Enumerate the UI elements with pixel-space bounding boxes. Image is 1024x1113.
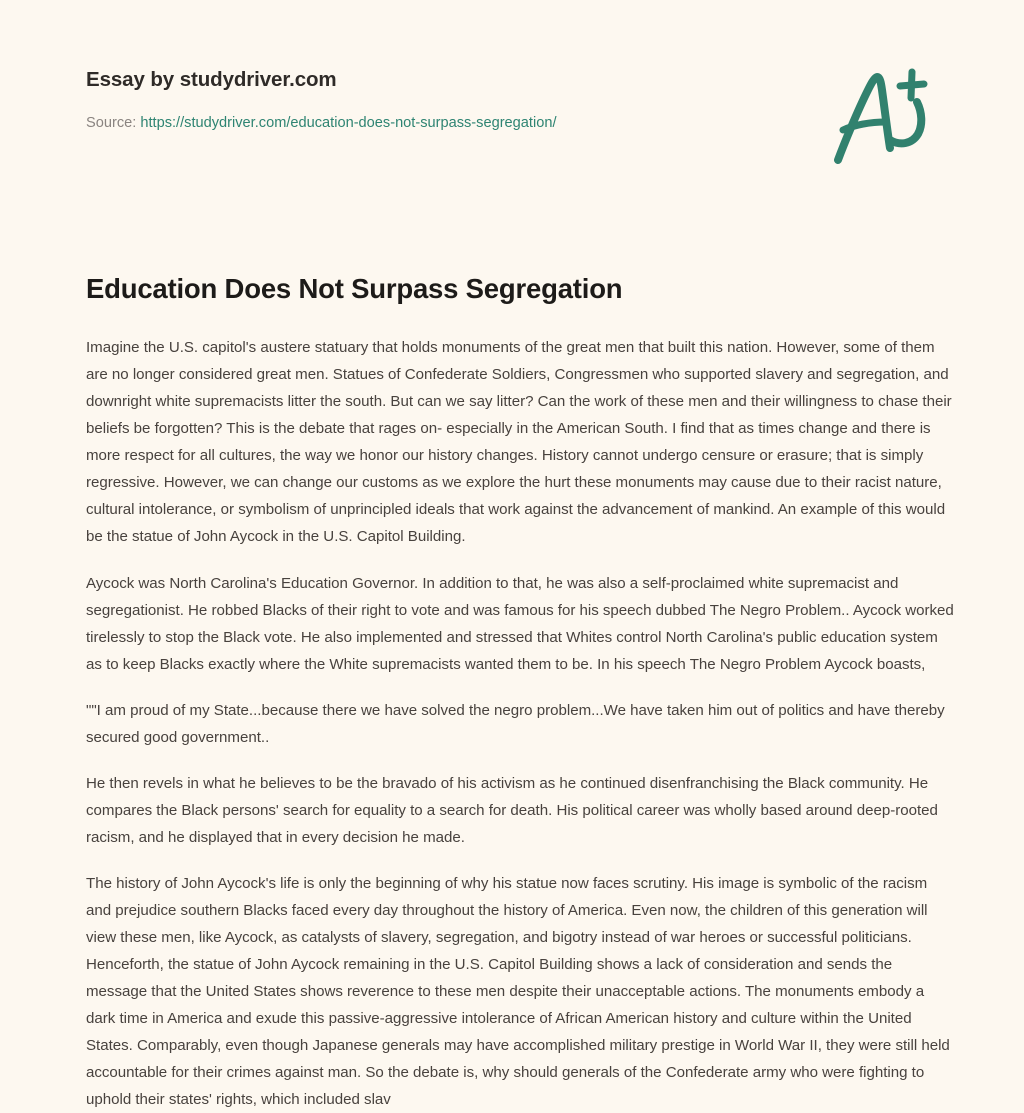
a-plus-logo-icon — [824, 64, 936, 168]
essay-text — [86, 334, 956, 1112]
source-line — [86, 114, 557, 133]
paragraph: The history of John Aycock's life is only the beginning of why his statue now faces scrutiny. His image is symbolic of the racism and prejudice southern Blacks faced every day throughout the history of America. Even now, the children of this generation will view these men, like Aycock, as catalysts of slavery, segregation, and bigotry instead of war heroes or successful politicians. Henceforth, the statue of John Aycock remaining in the U.S. Capitol Building shows a lack of consideration and sends the message that the United States shows reverence to these men despite their unacceptable actions. The monuments embody a dark time in America and exude this passive-aggressive intolerance of African American history and culture within the United States. Comparably, even though Japanese generals may have accomplished military prestige in World War II, they were still held accountable for their crimes against man. So the debate is, why should generals of the Confederate army who were fighting to uphold their states' rights, which included slav — [86, 874, 950, 1108]
page-title: Education Does Not Surpass Segregation — [86, 273, 623, 304]
quote-paragraph: ""I am proud of my State...because there we have solved the negro problem...We have taken him out of politics and have thereby secured good government.. — [86, 701, 945, 746]
paragraph: Aycock was North Carolina's Education Governor. In addition to that, he was also a self-proclaimed white supremacist and segregationist. He robbed Blacks of their right to vote and was famous for his speech dubbed The Negro Problem.. Aycock worked tirelessly to stop the Black vote. He also implemented and stressed that Whites control North Carolina's public education system as to keep Blacks exactly where the White supremacists wanted them to be. In his speech The Negro Problem Aycock boasts, — [86, 574, 954, 673]
paragraph: He then revels in what he believes to be the bravado of his activism as he continued disenfranchising the Black community. He compares the Black persons' search for equality to a search for death. His political career was wholly based around deep-rooted racism, and he displayed that in every decision he made. — [86, 774, 938, 846]
header-text-block — [86, 62, 557, 133]
a-plus-logo-svg — [824, 64, 936, 168]
paragraph: Imagine the U.S. capitol's austere statuary that holds monuments of the great men that built this nation. However, some of them are no longer considered great men. Statues of Confederate Soldiers, Congressmen who supported slavery and segregation, and downright white supremacists litter the south. But can we say litter? Can the work of these men and their willingness to chase their beliefs be forgotten? This is the debate that rages on- especially in the American South. I find that as times change and there is more respect for all cultures, the way we honor our history changes. History cannot undergo censure or erasure; that is simply regressive. However, we can change our customs as we explore the hurt these monuments may cause due to their racist nature, cultural intolerance, or symbolism of unprincipled ideals that work against the advancement of mankind. An example of this would be the statue of John Aycock in the U.S. Capitol Building. — [86, 339, 952, 546]
article-body — [0, 168, 1024, 1113]
source-url-link[interactable]: https://studydriver.com/education-does-not-surpass-segregation/ — [140, 114, 557, 131]
brand-title: Essay by studydriver.com — [86, 68, 337, 91]
source-label: Source: — [86, 114, 137, 131]
page-header — [0, 0, 1024, 168]
